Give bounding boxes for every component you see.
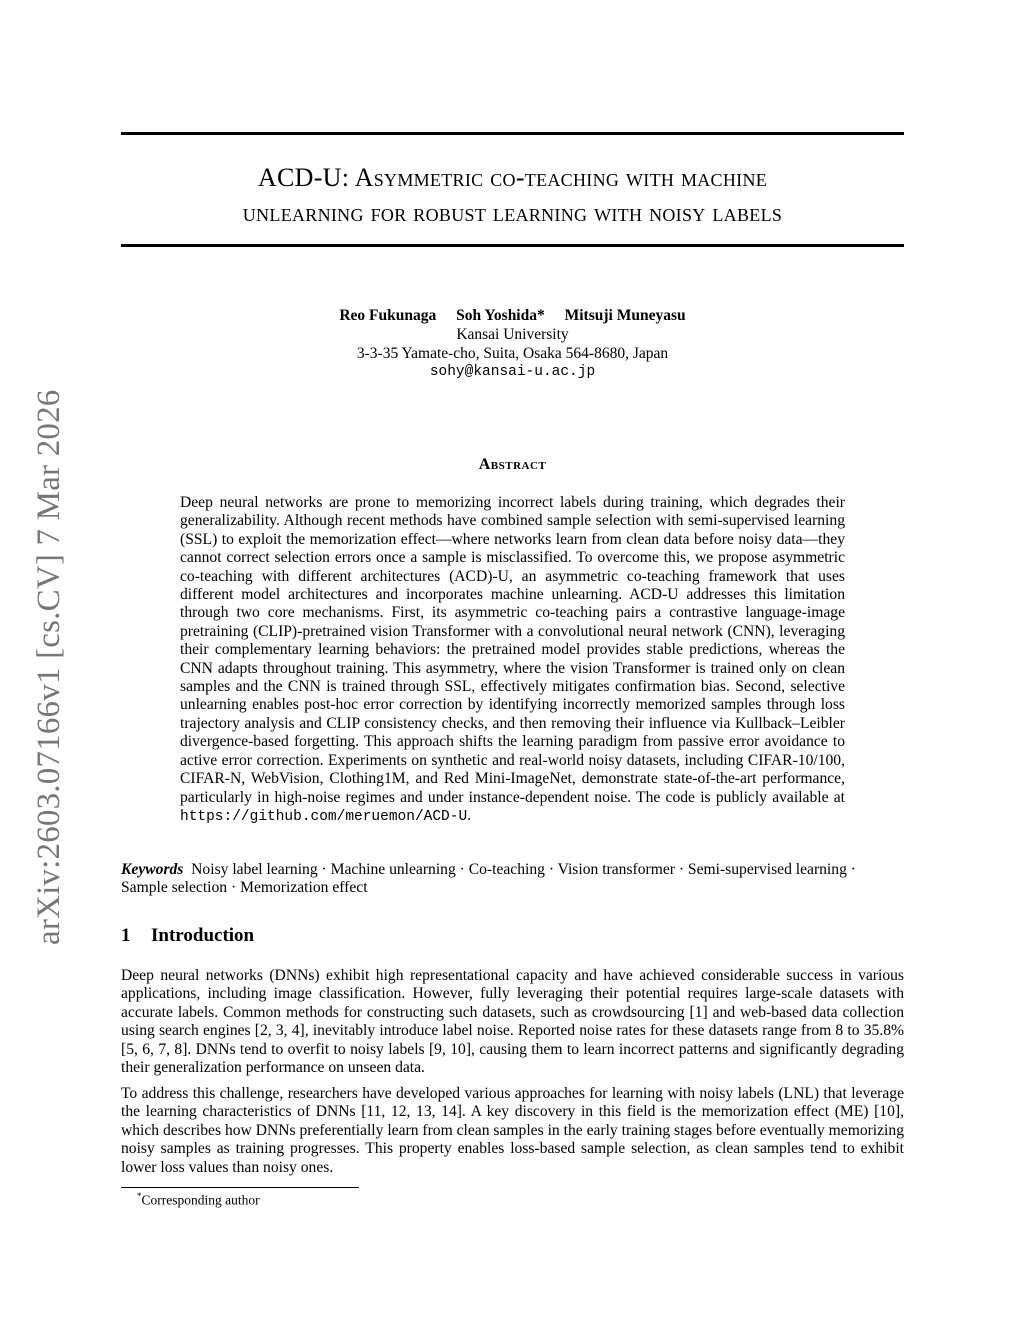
abstract-body: Deep neural networks are prone to memorizing incorrect labels during training, which degrades their generalizability. Although recent methods have combined sample selection with semi-supervised learning (SSL) to exploit the memorization effect—where networks learn from clean data before noisy data—they cannot correct selection errors once a sample is misclassified. To overcome this, we propose asymmetric co-teaching with different architectures (ACD)-U, an asymmetric co-teaching framework that uses different model architectures and incorporates machine unlearning. ACD-U addresses this limitation through two core mechanisms. First, its asymmetric co-teaching pairs a contrastive language-image pretraining (CLIP)-pretrained vision Transformer with a convolutional neural network (CNN), leveraging their complementary learning behaviors: the pretrained model provides stable predictions, whereas the CNN adapts throughout training. This asymmetry, where the vision Transformer is trained only on clean samples and the CNN is trained through SSL, effectively mitigates confirmation bias. Second, selective unlearning enables post-hoc error correction by identifying incorrectly memorized samples through loss trajectory analysis and CLIP consistency checks, and then removing their influence via Kullback–Leibler divergence-based forgetting. This approach shifts the learning paradigm from passive error avoidance to active error correction. Experiments on synthetic and real-world noisy datasets, including CIFAR-10/100, CIFAR-N, WebVision, Clothing1M, and Red Mini-ImageNet, demonstrate state-of-the-art performance, particularly in high-noise regimes and under instance-dependent noise. The code is publicly available at: [180, 494, 845, 806]
keywords-block: [121, 861, 904, 898]
intro-paragraph-2: To address this challenge, researchers have developed various approaches for learning with noisy labels (LNL) that leverage the learning characteristics of DNNs [11, 12, 13, 14]. A key discovery in this field is the memorization effect (ME) [10], which describes how DNNs preferentially learn from clean samples in the early training stages before eventually memorizing noisy samples as training progresses. This property enables loss-based sample selection, as clean samples tend to exhibit lower loss values than noisy ones.: [121, 1085, 904, 1176]
section-heading-introduction: [121, 925, 254, 947]
author-names: [121, 306, 904, 325]
author-email[interactable]: sohy@kansai-u.ac.jp: [429, 364, 596, 380]
author-3: Mitsuji Muneyasu: [564, 307, 686, 324]
footnote-mark: *: [137, 1191, 142, 1201]
paper-title: [121, 160, 904, 230]
title-line-2: unlearning for robust learning with noisy labels: [242, 198, 783, 227]
abstract-end: .: [467, 806, 472, 824]
intro-paragraph-1: Deep neural networks (DNNs) exhibit high representational capacity and have achieved considerable success in various applications, including image classification. However, fully leveraging their potential requires large-scale datasets with accurate labels. Common methods for constructing such datasets, such as crowdsourcing [1] and web-based data collection using search engines [2, 3, 4], inevitably introduce label noise. Reported noise rates for these datasets range from 8 to 35.8% [5, 6, 7, 8]. DNNs tend to overfit to noisy labels [9, 10], causing them to learn incorrect patterns and significantly degrading their generalization performance on unseen data.: [121, 967, 904, 1077]
section-title: Introduction: [151, 925, 255, 946]
title-line-1: ACD-U: Asymmetric co-teaching with machine: [257, 163, 768, 192]
author-2: Soh Yoshida*: [456, 307, 545, 324]
title-bottom-rule: [121, 244, 904, 247]
address: 3-3-35 Yamate-cho, Suita, Osaka 564-8680, Japan: [356, 345, 669, 362]
code-url-link[interactable]: https://github.com/meruemon/ACD-U: [180, 808, 468, 825]
abstract-text: [180, 494, 845, 826]
keywords-list: Noisy label learning · Machine unlearning · Co-teaching · Vision transformer · Semi-supervised learning · Sample selection · Memorization effect: [121, 861, 856, 897]
section-number: 1: [121, 925, 131, 946]
footnote-rule: [121, 1187, 359, 1188]
title-top-rule: [121, 132, 904, 135]
author-1: Reo Fukunaga: [339, 307, 437, 324]
arxiv-sidebar-stamp: arXiv:2603.07166v1 [cs.CV] 7 Mar 2026: [31, 389, 67, 945]
affiliation: Kansai University: [456, 326, 569, 343]
footnote: [137, 1191, 260, 1209]
keywords-label: Keywords: [121, 861, 184, 878]
abstract-heading: Abstract: [478, 456, 547, 473]
footnote-text: Corresponding author: [141, 1192, 260, 1208]
author-block: [121, 306, 904, 382]
